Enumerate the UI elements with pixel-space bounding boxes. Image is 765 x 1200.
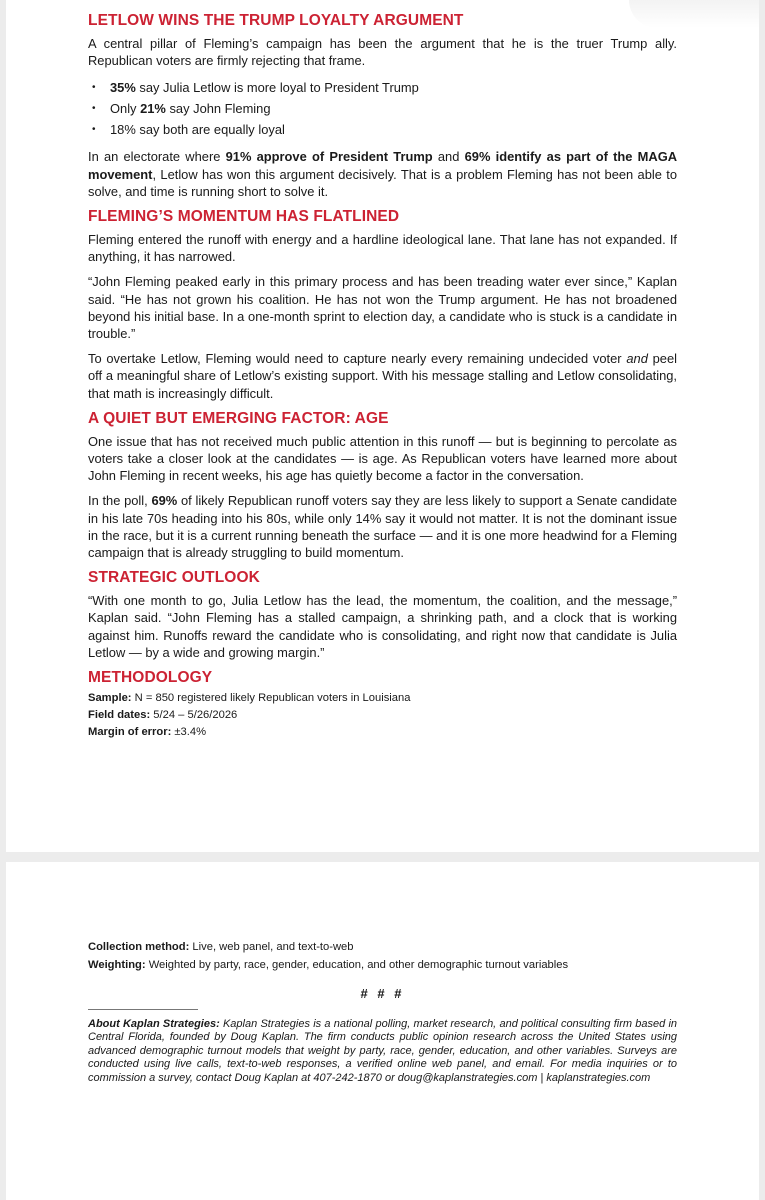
section-trump-loyalty: [88, 12, 677, 200]
section-heading: LETLOW WINS THE TRUMP LOYALTY ARGUMENT: [88, 12, 464, 29]
section-age-factor: [88, 410, 677, 561]
section-heading: FLEMING’S MOMENTUM HAS FLATLINED: [88, 208, 400, 226]
paragraph: One issue that has not received much public attention in this runoff — but is beginning to percolate as voters take a closer look at the candidates — is age. As Republican voters have learned more about John Fleming in recent weeks, his age has quietly become a factor in the conversation.: [88, 433, 677, 484]
paragraph: A central pillar of Fleming’s campaign has been the argument that he is the truer Trump ally. Republican voters are firmly rejecting that frame.: [88, 36, 677, 69]
bullet-icon: •: [92, 82, 96, 94]
section-heading: A QUIET BUT EMERGING FACTOR: AGE: [88, 409, 389, 427]
end-marks: # # #: [360, 986, 405, 1001]
methodology-margin-of-error: Margin of error: ±3.4%: [88, 726, 207, 739]
section-heading: STRATEGIC OUTLOOK: [88, 569, 260, 587]
paragraph: “With one month to go, Julia Letlow has the lead, the momentum, the coalition, and the message,” Kaplan said. “John Fleming has a stalled campaign, a shrinking path, and a clock that is working against him. Runoffs reward the candidate who is consolidating, and right now that candidate is Julia Letlow — by a wide and growing margin.”: [88, 593, 677, 660]
list-item: • Only 21% say John Fleming: [88, 98, 677, 119]
about-kaplan: About Kaplan Strategies: Kaplan Strategies is a national polling, market research, and political consulting firm based in Central Florida, founded by Doug Kaplan. The firm conducts public opinion research across the United States using advanced demographic turnout models that weight by party, race, gender, education, and other variables. Surveys are conducted using live calls, text-to-web responses, a verified online web panel, and email. For media inquiries or to commission a survey, contact Doug Kaplan at 407-242-1870 or doug@kaplanstrategies.com | kaplanstrategies.com: [88, 1018, 678, 1084]
document-page-2: [6, 862, 759, 1200]
paragraph: Fleming entered the runoff with energy and a hardline ideological lane. That lane has not expanded. If anything, it has narrowed.: [88, 232, 677, 265]
methodology-field-dates: Field dates: 5/24 – 5/26/2026: [88, 709, 238, 722]
document-page-1: [6, 0, 759, 852]
divider: [88, 1009, 198, 1010]
page-corner-shadow: [629, 0, 759, 28]
list-item: • 18% say both are equally loyal: [88, 119, 677, 140]
bullet-icon: •: [92, 124, 96, 136]
methodology-sample: Sample: N = 850 registered likely Republican voters in Louisiana: [88, 692, 411, 705]
bullet-list: [88, 77, 677, 140]
list-item: • 35% say Julia Letlow is more loyal to President Trump: [88, 77, 677, 98]
section-strategic-outlook: [88, 569, 677, 661]
paragraph: To overtake Letlow, Fleming would need to capture nearly every remaining undecided voter and peel off a meaningful share of Letlow’s existing support. With his message stalling and Letlow consolidating, that math is increasingly difficult.: [88, 351, 678, 401]
paragraph: In an electorate where 91% approve of President Trump and 69% identify as part of the MAGA movement, Letlow has won this argument decisively. That is a problem Fleming has not been able to solve, and time is running short to solve it.: [88, 149, 678, 199]
section-heading: METHODOLOGY: [88, 669, 213, 687]
section-methodology: [88, 669, 677, 741]
section-momentum: [88, 208, 677, 402]
bullet-icon: •: [92, 103, 96, 115]
paragraph: “John Fleming peaked early in this primary process and has been treading water ever since,” Kaplan said. “He has not grown his coalition. He has not won the Trump argument. He has not broadened beyond his initial base. In a one-month sprint to election day, a candidate who is stuck is a candidate in trouble.”: [88, 274, 677, 342]
paragraph: In the poll, 69% of likely Republican runoff voters say they are less likely to support a Senate candidate in his late 70s heading into his 80s, while only 14% say it would not matter. It is not the dominant issue in the race, but it is a current running beneath the surface — and it is one more headwind for a Fleming campaign that is already struggling to build momentum.: [88, 493, 678, 561]
methodology-weighting: Weighting: Weighted by party, race, gender, education, and other demographic turnout variables: [88, 959, 569, 971]
methodology-collection: Collection method: Live, web panel, and text-to-web: [88, 941, 354, 953]
